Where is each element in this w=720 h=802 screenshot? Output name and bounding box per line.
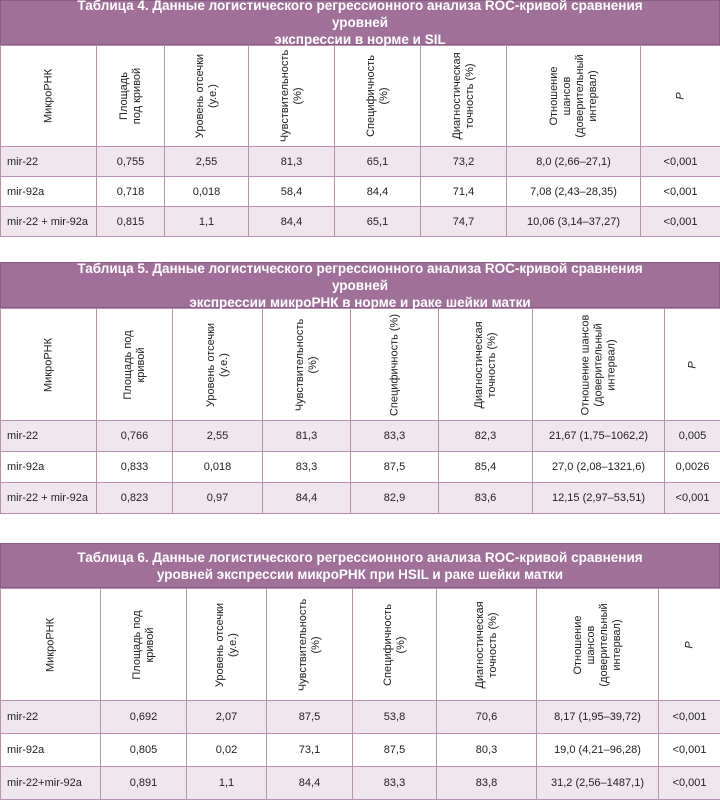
cell: 0,823 <box>97 483 173 514</box>
cell: 73,1 <box>267 734 353 767</box>
table-6-title: Таблица 6. Данные логистического регрессионного анализа ROC-кривой сравнения уровней экспрессии микроРНК при HSIL и раке шейки матки <box>0 543 720 588</box>
cell: 0,692 <box>101 701 187 734</box>
cell: 0,833 <box>97 452 173 483</box>
cell: 71,4 <box>421 177 507 207</box>
column-header-microrna: МикроРНК <box>1 309 97 421</box>
cell: 87,5 <box>353 734 437 767</box>
cell: 0,018 <box>165 177 249 207</box>
table-row <box>1 483 720 514</box>
cell: 83,3 <box>351 421 439 452</box>
cell: 81,3 <box>249 147 335 177</box>
cell: 53,8 <box>353 701 437 734</box>
cell: 27,0 (2,08–1321,6) <box>533 452 665 483</box>
cell: 85,4 <box>439 452 533 483</box>
table-5-title: Таблица 5. Данные логистического регрессионного анализа ROC-кривой сравнения уровней экспрессии микроРНК в норме и раке шейки матки <box>0 262 720 308</box>
cell: mir-92a <box>1 734 101 767</box>
cell: 70,6 <box>437 701 537 734</box>
column-header-accuracy: Диагностическая точность (%) <box>439 309 533 421</box>
column-header-odds-ratio: Отношение шансов (доверительный интервал) <box>537 589 659 701</box>
cell: 0,02 <box>187 734 267 767</box>
table-5-header-row <box>1 309 720 421</box>
cell: mir-22 + mir-92a <box>1 483 97 514</box>
cell: 0,805 <box>101 734 187 767</box>
column-header-p: P <box>665 309 720 421</box>
cell: 0,005 <box>665 421 720 452</box>
cell: 2,55 <box>165 147 249 177</box>
column-header-area: Площадь под кривой <box>97 46 165 147</box>
cell: 87,5 <box>351 452 439 483</box>
cell: mir-22 + mir-92a <box>1 207 97 237</box>
cell: 0,766 <box>97 421 173 452</box>
column-header-specificity: Специфичность (%) <box>353 589 437 701</box>
cell: 0,718 <box>97 177 165 207</box>
cell: 74,7 <box>421 207 507 237</box>
column-header-p: P <box>641 46 720 147</box>
column-header-accuracy: Диагностическая точность (%) <box>437 589 537 701</box>
column-header-accuracy: Диагностическая точность (%) <box>421 46 507 147</box>
cell: 84,4 <box>335 177 421 207</box>
column-header-odds-ratio: Отношение шансов (доверительный интервал) <box>507 46 641 147</box>
table-row <box>1 452 720 483</box>
cell: 83,6 <box>439 483 533 514</box>
cell: 87,5 <box>267 701 353 734</box>
cell: <0,001 <box>641 207 720 237</box>
table-6-grid <box>0 588 720 800</box>
cell: 8,17 (1,95–39,72) <box>537 701 659 734</box>
column-header-sensitivity: Чувствительность (%) <box>249 46 335 147</box>
column-header-area: Площадь под кривой <box>101 589 187 701</box>
table-6 <box>0 543 720 800</box>
column-header-specificity: Специфичность (%) <box>351 309 439 421</box>
cell: 10,06 (3,14–37,27) <box>507 207 641 237</box>
table-row <box>1 177 720 207</box>
column-header-odds-ratio: Отношение шансов (доверительный интервал) <box>533 309 665 421</box>
cell: 58,4 <box>249 177 335 207</box>
table-4-grid <box>0 45 720 237</box>
table-5-grid <box>0 308 720 514</box>
column-header-cutoff: Уровень отсечки (у.е.) <box>173 309 263 421</box>
cell: 21,67 (1,75–1062,2) <box>533 421 665 452</box>
column-header-specificity: Специфичность (%) <box>335 46 421 147</box>
column-header-cutoff: Уровень отсечки (у.е.) <box>187 589 267 701</box>
cell: <0,001 <box>641 147 720 177</box>
cell: 83,8 <box>437 767 537 800</box>
cell: mir-92a <box>1 177 97 207</box>
table-row <box>1 701 720 734</box>
cell: 81,3 <box>263 421 351 452</box>
cell: 65,1 <box>335 147 421 177</box>
cell: 0,755 <box>97 147 165 177</box>
cell: <0,001 <box>665 483 720 514</box>
cell: 31,2 (2,56–1487,1) <box>537 767 659 800</box>
table-4-title: Таблица 4. Данные логистического регрессионного анализа ROC-кривой сравнения уровней экспрессии в норме и SIL <box>0 0 720 45</box>
cell: mir-22 <box>1 421 97 452</box>
cell: <0,001 <box>659 701 720 734</box>
cell: 84,4 <box>249 207 335 237</box>
cell: 0,018 <box>173 452 263 483</box>
cell: 73,2 <box>421 147 507 177</box>
table-4 <box>0 0 720 237</box>
cell: 82,3 <box>439 421 533 452</box>
cell: 2,55 <box>173 421 263 452</box>
cell: 82,9 <box>351 483 439 514</box>
cell: mir-92a <box>1 452 97 483</box>
table-5 <box>0 262 720 514</box>
cell: 2,07 <box>187 701 267 734</box>
cell: 7,08 (2,43–28,35) <box>507 177 641 207</box>
column-header-p: P <box>659 589 720 701</box>
table-row <box>1 421 720 452</box>
cell: 0,815 <box>97 207 165 237</box>
column-header-sensitivity: Чувствительность (%) <box>267 589 353 701</box>
table-6-header-row <box>1 589 720 701</box>
cell: mir-22+mir-92a <box>1 767 101 800</box>
column-header-microrna: МикроРНК <box>1 46 97 147</box>
cell: 8,0 (2,66–27,1) <box>507 147 641 177</box>
cell: 65,1 <box>335 207 421 237</box>
table-row <box>1 767 720 800</box>
column-header-area: Площадь под кривой <box>97 309 173 421</box>
cell: mir-22 <box>1 147 97 177</box>
cell: 83,3 <box>353 767 437 800</box>
table-row <box>1 147 720 177</box>
cell: 12,15 (2,97–53,51) <box>533 483 665 514</box>
cell: 83,3 <box>263 452 351 483</box>
table-row <box>1 207 720 237</box>
column-header-cutoff: Уровень отсечки (у.е.) <box>165 46 249 147</box>
table-4-header-row <box>1 46 720 147</box>
cell: 80,3 <box>437 734 537 767</box>
cell: 1,1 <box>187 767 267 800</box>
cell: 0,0026 <box>665 452 720 483</box>
cell: 84,4 <box>267 767 353 800</box>
cell: <0,001 <box>641 177 720 207</box>
cell: mir-22 <box>1 701 101 734</box>
cell: 19,0 (4,21–96,28) <box>537 734 659 767</box>
column-header-sensitivity: Чувствительность (%) <box>263 309 351 421</box>
table-row <box>1 734 720 767</box>
cell: 0,97 <box>173 483 263 514</box>
cell: <0,001 <box>659 734 720 767</box>
cell: 0,891 <box>101 767 187 800</box>
cell: 84,4 <box>263 483 351 514</box>
cell: 1,1 <box>165 207 249 237</box>
column-header-microrna: МикроРНК <box>1 589 101 701</box>
cell: <0,001 <box>659 767 720 800</box>
